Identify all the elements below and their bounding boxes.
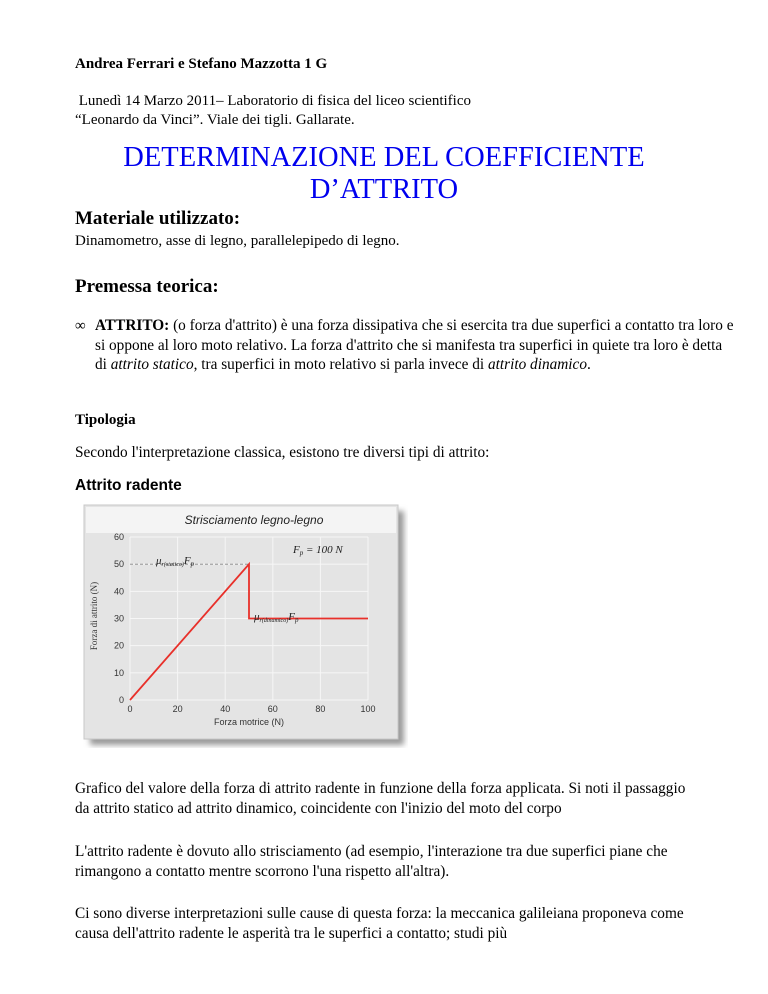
materiale-text: Dinamometro, asse di legno, parallelepipedo di legno. [75, 233, 400, 249]
attrito-text-1: (o forza d'attrito) è una forza dissipativa che si esercita tra due superfici a contatto tra loro e si oppone al loro moto relativo. La forza d'attrito che si manifesta tra superfici in quiete tra loro è detta di [95, 317, 734, 373]
premessa-heading: Premessa teorica: [75, 276, 219, 297]
x-axis-label: Forza motrice (N) [213, 717, 285, 727]
bullet-symbol: ∞ [75, 318, 86, 334]
mu-symbol-2: μ [254, 611, 260, 623]
y-axis-label: Forza di attrito (N) [89, 581, 99, 651]
y-tick-label: 60 [113, 532, 124, 542]
tipologia-text: Secondo l'interpretazione classica, esistono tre diversi tipi di attrito: [75, 444, 490, 461]
x-tick-label: 20 [172, 704, 183, 714]
attrito-radente-heading: Attrito radente [75, 477, 182, 494]
date-line-2: “Leonardo da Vinci”. Viale dei tigli. Gallarate. [75, 112, 355, 128]
dynamic-subscript: r(dinamico) [259, 618, 289, 624]
y-tick-label: 40 [113, 586, 124, 597]
y-tick-label: 20 [113, 640, 124, 651]
attrito-text-2: , tra superfici in moto relativo si parla invece di [193, 356, 488, 373]
dynamic-f-sub: p [294, 616, 299, 624]
fp-sub: p [299, 549, 304, 557]
attrito-statico-term: attrito statico [110, 356, 194, 373]
attrito-dinamico-term: attrito dinamico [487, 356, 587, 373]
attrito-text-3: . [587, 356, 591, 373]
radente-paragraph-1: L'attrito radente è dovuto allo strisciamento (ad esempio, l'interazione tra due superfici piane che rimangono a contatto mentre scorrono l'una rispetto all'altra). [75, 843, 668, 880]
y-tick-label: 0 [118, 695, 124, 705]
friction-chart [82, 503, 408, 748]
static-f-sub: p [190, 560, 195, 568]
x-tick-label: 80 [315, 704, 326, 714]
fp-value: = 100 N [303, 544, 343, 556]
mu-symbol: μ [156, 555, 162, 567]
chart-title: Strisciamento legno-legno [184, 513, 324, 527]
radente-paragraph-2: Ci sono diverse interpretazioni sulle cause di questa forza: la meccanica galileiana proponeva come causa dell'attrito radente le asperità tra le superfici a contatto; studi più [75, 905, 684, 942]
x-tick-label: 0 [127, 704, 133, 714]
x-tick-label: 40 [220, 704, 231, 714]
attrito-definition [95, 316, 735, 375]
annotation-fp-value [292, 544, 343, 557]
tipologia-heading: Tipologia [75, 412, 136, 428]
materiale-heading: Materiale utilizzato: [75, 208, 241, 229]
static-subscript: r(statico) [161, 562, 184, 568]
date-line-1: Lunedì 14 Marzo 2011– Laboratorio di fisica del liceo scientifico [75, 93, 471, 109]
x-tick-label: 100 [360, 704, 376, 714]
y-tick-label: 30 [113, 613, 124, 624]
static-f: F [183, 555, 191, 567]
authors-line: Andrea Ferrari e Stefano Mazzotta 1 G [75, 56, 328, 72]
y-tick-label: 10 [113, 667, 124, 678]
document-title: DETERMINAZIONE DEL COEFFICIENTE D’ATTRITO [123, 142, 645, 205]
date-location [75, 92, 635, 130]
chart-caption: Grafico del valore della forza di attrito radente in funzione della forza applicata. Si noti il passaggio da attrito statico ad attrito dinamico, coincidente con l'inizio del moto del corpo [75, 780, 686, 817]
fp-f: F [293, 544, 300, 556]
friction-chart-svg [82, 503, 408, 748]
dynamic-f: F [288, 611, 295, 623]
y-tick-label: 50 [113, 559, 124, 570]
x-tick-label: 60 [267, 704, 278, 714]
attrito-label: ATTRITO: [95, 317, 170, 334]
